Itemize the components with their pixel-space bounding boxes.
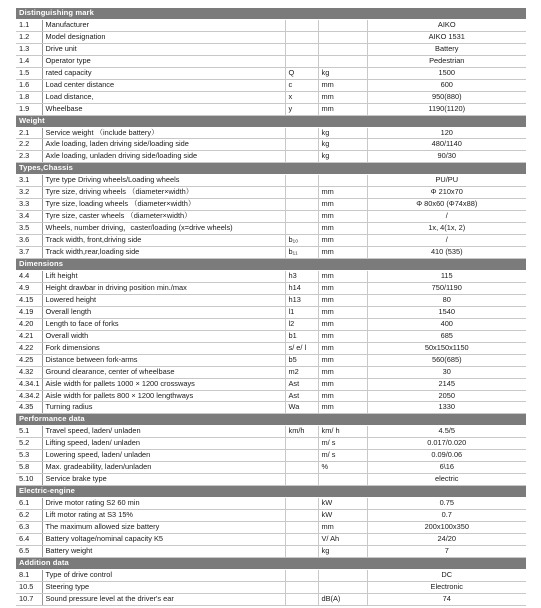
- item-unit: m/ s: [318, 438, 367, 450]
- item-number: 4.22: [16, 342, 42, 354]
- spec-row: [16, 426, 526, 438]
- item-description: Overall width: [42, 330, 285, 342]
- section-title: Dimensions: [16, 259, 526, 271]
- item-value: 80: [367, 294, 526, 306]
- item-value: 950(880): [367, 91, 526, 103]
- item-description: Axle loading, laden driving side/loading side: [42, 139, 285, 151]
- spec-row: [16, 19, 526, 31]
- item-description: rated capacity: [42, 67, 285, 79]
- item-description: Manufacturer: [42, 19, 285, 31]
- item-number: 4.32: [16, 366, 42, 378]
- item-symbol: [285, 533, 318, 545]
- spec-row: [16, 474, 526, 486]
- spec-row: [16, 378, 526, 390]
- item-number: 1.1: [16, 19, 42, 31]
- item-description: Lift motor rating at S3 15%: [42, 510, 285, 522]
- spec-row: [16, 43, 526, 55]
- item-value: 600: [367, 79, 526, 91]
- item-value: 2145: [367, 378, 526, 390]
- spec-row: [16, 175, 526, 187]
- item-number: 2.3: [16, 151, 42, 163]
- item-symbol: [285, 199, 318, 211]
- item-number: 10.7: [16, 593, 42, 605]
- item-unit: V/ Ah: [318, 533, 367, 545]
- item-description: Axle loading, unladen driving side/loading side: [42, 151, 285, 163]
- item-value: PU/PU: [367, 175, 526, 187]
- item-unit: mm: [318, 402, 367, 414]
- spec-row: [16, 593, 526, 605]
- item-number: 1.2: [16, 31, 42, 43]
- section-title: Weight: [16, 115, 526, 127]
- item-symbol: x: [285, 91, 318, 103]
- spec-row: [16, 31, 526, 43]
- section-header: [16, 486, 526, 498]
- item-unit: mm: [318, 103, 367, 115]
- section-header: [16, 163, 526, 175]
- section-title: Types,Chassis: [16, 163, 526, 175]
- item-value: 410 (535): [367, 247, 526, 259]
- item-description: Service weight （include battery）: [42, 127, 285, 139]
- section-header: [16, 259, 526, 271]
- item-number: 5.2: [16, 438, 42, 450]
- spec-row: [16, 55, 526, 67]
- spec-row: [16, 438, 526, 450]
- item-symbol: [285, 462, 318, 474]
- item-unit: [318, 55, 367, 67]
- item-description: Lowered height: [42, 294, 285, 306]
- item-unit: kg: [318, 151, 367, 163]
- item-unit: kg: [318, 545, 367, 557]
- item-description: Drive motor rating S2 60 min: [42, 498, 285, 510]
- item-value: 560(685): [367, 354, 526, 366]
- item-symbol: [285, 581, 318, 593]
- item-description: Type of drive control: [42, 569, 285, 581]
- item-symbol: [285, 450, 318, 462]
- item-symbol: [285, 19, 318, 31]
- item-unit: mm: [318, 187, 367, 199]
- item-number: 2.2: [16, 139, 42, 151]
- item-unit: [318, 43, 367, 55]
- item-description: The maximum allowed size battery: [42, 521, 285, 533]
- spec-sheet: [16, 8, 526, 606]
- item-value: 2050: [367, 390, 526, 402]
- item-description: Wheels, number driving，caster/loading (x=drive wheels): [42, 223, 285, 235]
- item-number: 6.2: [16, 510, 42, 522]
- item-description: Service brake type: [42, 474, 285, 486]
- item-symbol: [285, 139, 318, 151]
- spec-row: [16, 235, 526, 247]
- spec-row: [16, 294, 526, 306]
- item-symbol: b₁₁: [285, 247, 318, 259]
- spec-table: [16, 8, 526, 606]
- item-value: 6\16: [367, 462, 526, 474]
- item-number: 4.19: [16, 306, 42, 318]
- spec-row: [16, 545, 526, 557]
- item-symbol: l1: [285, 306, 318, 318]
- item-symbol: b₁₀: [285, 235, 318, 247]
- item-value: Battery: [367, 43, 526, 55]
- item-number: 1.4: [16, 55, 42, 67]
- spec-row: [16, 270, 526, 282]
- item-value: 120: [367, 127, 526, 139]
- item-symbol: [285, 545, 318, 557]
- spec-row: [16, 342, 526, 354]
- item-unit: kW: [318, 510, 367, 522]
- item-description: Tyre size, loading wheels （diameter×width）: [42, 199, 285, 211]
- item-unit: mm: [318, 294, 367, 306]
- item-number: 4.25: [16, 354, 42, 366]
- item-description: Steering type: [42, 581, 285, 593]
- item-value: 7: [367, 545, 526, 557]
- spec-row: [16, 510, 526, 522]
- item-symbol: [285, 569, 318, 581]
- spec-row: [16, 402, 526, 414]
- item-value: 0.017/0.020: [367, 438, 526, 450]
- item-description: Aisle width for pallets 1000 × 1200 crossways: [42, 378, 285, 390]
- spec-row: [16, 581, 526, 593]
- spec-row: [16, 282, 526, 294]
- item-symbol: [285, 43, 318, 55]
- item-symbol: [285, 510, 318, 522]
- item-number: 3.6: [16, 235, 42, 247]
- item-unit: [318, 175, 367, 187]
- item-symbol: Wa: [285, 402, 318, 414]
- item-number: 4.15: [16, 294, 42, 306]
- spec-row: [16, 318, 526, 330]
- spec-row: [16, 330, 526, 342]
- item-unit: mm: [318, 270, 367, 282]
- item-description: Length to face of forks: [42, 318, 285, 330]
- item-number: 5.3: [16, 450, 42, 462]
- spec-row: [16, 67, 526, 79]
- item-description: Turning radius: [42, 402, 285, 414]
- spec-row: [16, 533, 526, 545]
- item-value: 0.09/0.06: [367, 450, 526, 462]
- item-symbol: h14: [285, 282, 318, 294]
- item-number: 3.1: [16, 175, 42, 187]
- item-value: /: [367, 235, 526, 247]
- item-symbol: b1: [285, 330, 318, 342]
- item-unit: mm: [318, 235, 367, 247]
- item-value: 4.5/5: [367, 426, 526, 438]
- item-number: 10.5: [16, 581, 42, 593]
- item-unit: mm: [318, 199, 367, 211]
- item-description: Overall length: [42, 306, 285, 318]
- spec-row: [16, 91, 526, 103]
- spec-row: [16, 247, 526, 259]
- item-number: 3.4: [16, 211, 42, 223]
- item-symbol: [285, 175, 318, 187]
- item-symbol: [285, 223, 318, 235]
- item-value: 200x100x350: [367, 521, 526, 533]
- item-number: 3.2: [16, 187, 42, 199]
- section-header: [16, 414, 526, 426]
- item-symbol: km/h: [285, 426, 318, 438]
- item-description: Fork dimensions: [42, 342, 285, 354]
- item-description: Tyre size, driving wheels （diameter×width）: [42, 187, 285, 199]
- item-description: Ground clearance, center of wheelbase: [42, 366, 285, 378]
- item-unit: mm: [318, 378, 367, 390]
- item-number: 1.3: [16, 43, 42, 55]
- item-number: 5.8: [16, 462, 42, 474]
- item-number: 2.1: [16, 127, 42, 139]
- item-description: Wheelbase: [42, 103, 285, 115]
- spec-row: [16, 462, 526, 474]
- item-number: 3.7: [16, 247, 42, 259]
- item-number: 4.21: [16, 330, 42, 342]
- item-symbol: [285, 593, 318, 605]
- item-symbol: [285, 498, 318, 510]
- item-unit: kg: [318, 127, 367, 139]
- item-description: Lift height: [42, 270, 285, 282]
- item-unit: mm: [318, 223, 367, 235]
- item-symbol: s/ e/ l: [285, 342, 318, 354]
- item-unit: %: [318, 462, 367, 474]
- item-value: Φ 80x60 (Φ74x88): [367, 199, 526, 211]
- item-unit: mm: [318, 354, 367, 366]
- spec-row: [16, 199, 526, 211]
- item-symbol: l2: [285, 318, 318, 330]
- item-symbol: [285, 438, 318, 450]
- item-value: 1190(1120): [367, 103, 526, 115]
- item-number: 6.4: [16, 533, 42, 545]
- item-value: Electronic: [367, 581, 526, 593]
- item-value: 30: [367, 366, 526, 378]
- item-value: 74: [367, 593, 526, 605]
- item-number: 5.1: [16, 426, 42, 438]
- item-number: 4.4: [16, 270, 42, 282]
- item-number: 8.1: [16, 569, 42, 581]
- item-number: 4.9: [16, 282, 42, 294]
- item-value: 750/1190: [367, 282, 526, 294]
- item-symbol: Ast: [285, 378, 318, 390]
- item-unit: m/ s: [318, 450, 367, 462]
- spec-row: [16, 450, 526, 462]
- item-description: Tyre type Driving wheels/Loading wheels: [42, 175, 285, 187]
- item-value: 50x150x1150: [367, 342, 526, 354]
- item-symbol: [285, 151, 318, 163]
- item-value: AIKO: [367, 19, 526, 31]
- item-unit: [318, 19, 367, 31]
- item-number: 4.20: [16, 318, 42, 330]
- item-symbol: m2: [285, 366, 318, 378]
- spec-row: [16, 127, 526, 139]
- spec-row: [16, 354, 526, 366]
- item-symbol: c: [285, 79, 318, 91]
- item-symbol: h3: [285, 270, 318, 282]
- item-description: Max. gradeability, laden/unladen: [42, 462, 285, 474]
- item-number: 4.34.2: [16, 390, 42, 402]
- item-value: Φ 210x70: [367, 187, 526, 199]
- item-symbol: [285, 474, 318, 486]
- item-description: Lifting speed, laden/ unladen: [42, 438, 285, 450]
- spec-row: [16, 569, 526, 581]
- spec-row: [16, 521, 526, 533]
- item-value: 1330: [367, 402, 526, 414]
- item-unit: [318, 569, 367, 581]
- item-symbol: [285, 127, 318, 139]
- item-value: 115: [367, 270, 526, 282]
- spec-row: [16, 79, 526, 91]
- item-symbol: Ast: [285, 390, 318, 402]
- item-description: Tyre size, caster wheels （diameter×width）: [42, 211, 285, 223]
- item-value: 1500: [367, 67, 526, 79]
- item-unit: kg: [318, 67, 367, 79]
- item-number: 6.3: [16, 521, 42, 533]
- item-description: Drive unit: [42, 43, 285, 55]
- item-value: 400: [367, 318, 526, 330]
- item-description: Height drawbar in driving position min./max: [42, 282, 285, 294]
- item-number: 1.9: [16, 103, 42, 115]
- item-unit: mm: [318, 282, 367, 294]
- item-unit: mm: [318, 211, 367, 223]
- item-symbol: [285, 211, 318, 223]
- item-value: Pedestrian: [367, 55, 526, 67]
- section-title: Distinguishing mark: [16, 8, 526, 19]
- item-description: Track width, front,driving side: [42, 235, 285, 247]
- item-description: Operator type: [42, 55, 285, 67]
- item-symbol: [285, 187, 318, 199]
- item-number: 3.3: [16, 199, 42, 211]
- spec-row: [16, 211, 526, 223]
- item-symbol: [285, 521, 318, 533]
- item-unit: mm: [318, 318, 367, 330]
- item-unit: mm: [318, 247, 367, 259]
- item-symbol: b5: [285, 354, 318, 366]
- item-value: 0.75: [367, 498, 526, 510]
- item-number: 3.5: [16, 223, 42, 235]
- section-header: [16, 557, 526, 569]
- item-description: Model designation: [42, 31, 285, 43]
- item-description: Track width,rear,loading side: [42, 247, 285, 259]
- section-title: Electric-engine: [16, 486, 526, 498]
- spec-row: [16, 103, 526, 115]
- item-description: Lowering speed, laden/ unladen: [42, 450, 285, 462]
- item-unit: kg: [318, 139, 367, 151]
- item-number: 1.8: [16, 91, 42, 103]
- item-symbol: h13: [285, 294, 318, 306]
- item-description: Travel speed, laden/ unladen: [42, 426, 285, 438]
- item-value: 24/20: [367, 533, 526, 545]
- item-unit: mm: [318, 342, 367, 354]
- item-value: AIKO 1531: [367, 31, 526, 43]
- item-description: Load distance,: [42, 91, 285, 103]
- item-number: 6.5: [16, 545, 42, 557]
- item-number: 4.35: [16, 402, 42, 414]
- item-unit: mm: [318, 390, 367, 402]
- item-unit: [318, 474, 367, 486]
- spec-row: [16, 306, 526, 318]
- item-description: Battery voltage/nominal capacity K5: [42, 533, 285, 545]
- spec-row: [16, 390, 526, 402]
- item-unit: mm: [318, 521, 367, 533]
- item-value: /: [367, 211, 526, 223]
- item-symbol: [285, 31, 318, 43]
- item-description: Distance between fork-arms: [42, 354, 285, 366]
- spec-row: [16, 498, 526, 510]
- spec-row: [16, 139, 526, 151]
- item-symbol: [285, 55, 318, 67]
- spec-row: [16, 151, 526, 163]
- item-value: 0.7: [367, 510, 526, 522]
- section-title: Performance data: [16, 414, 526, 426]
- item-description: Aisle width for pallets 800 × 1200 lengthways: [42, 390, 285, 402]
- spec-row: [16, 223, 526, 235]
- item-number: 1.5: [16, 67, 42, 79]
- item-value: DC: [367, 569, 526, 581]
- item-value: 1540: [367, 306, 526, 318]
- item-number: 6.1: [16, 498, 42, 510]
- item-description: Load center distance: [42, 79, 285, 91]
- spec-row: [16, 187, 526, 199]
- item-symbol: y: [285, 103, 318, 115]
- item-value: 90/30: [367, 151, 526, 163]
- item-number: 5.10: [16, 474, 42, 486]
- item-unit: dB(A): [318, 593, 367, 605]
- item-value: electric: [367, 474, 526, 486]
- item-description: Battery weight: [42, 545, 285, 557]
- section-header: [16, 8, 526, 19]
- item-unit: mm: [318, 91, 367, 103]
- item-number: 4.34.1: [16, 378, 42, 390]
- item-description: Sound pressure level at the driver's ear: [42, 593, 285, 605]
- item-value: 480/1140: [367, 139, 526, 151]
- item-number: 1.6: [16, 79, 42, 91]
- item-unit: [318, 31, 367, 43]
- item-value: 685: [367, 330, 526, 342]
- item-unit: mm: [318, 330, 367, 342]
- item-unit: mm: [318, 366, 367, 378]
- item-unit: [318, 581, 367, 593]
- item-unit: kW: [318, 498, 367, 510]
- item-unit: mm: [318, 79, 367, 91]
- item-unit: mm: [318, 306, 367, 318]
- item-symbol: Q: [285, 67, 318, 79]
- section-header: [16, 115, 526, 127]
- section-title: Addition data: [16, 557, 526, 569]
- item-unit: km/ h: [318, 426, 367, 438]
- spec-row: [16, 366, 526, 378]
- item-value: 1x, 4(1x, 2): [367, 223, 526, 235]
